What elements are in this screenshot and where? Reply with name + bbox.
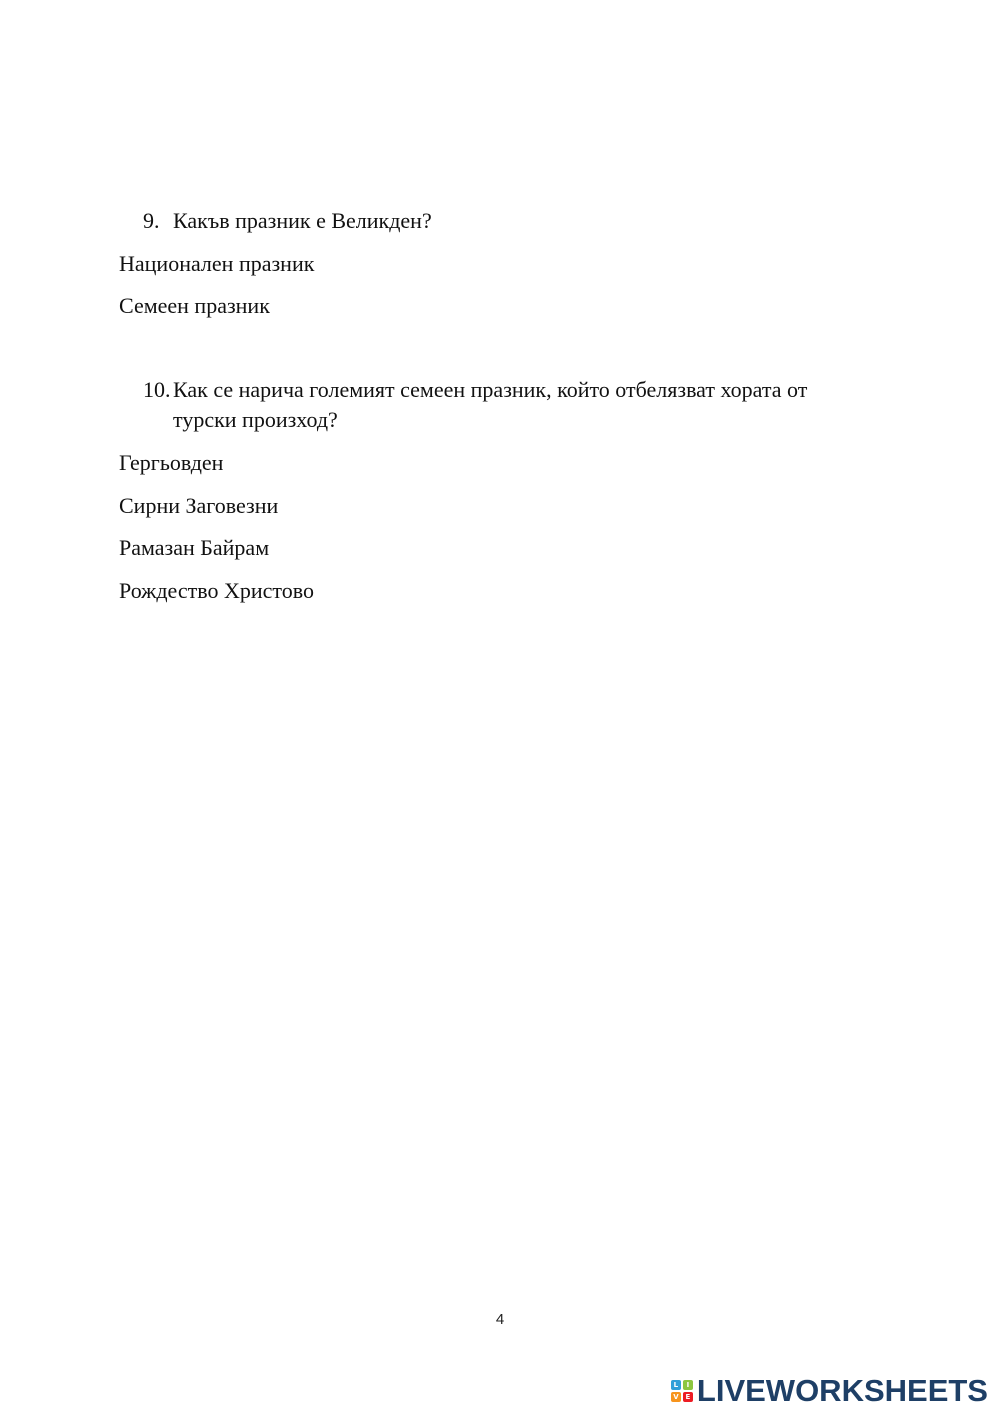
- question-10: [143, 375, 863, 435]
- answer-option[interactable]: Национален празник: [119, 251, 315, 276]
- question-9: [143, 206, 863, 236]
- question-text: Какъв празник е Великден?: [173, 208, 432, 233]
- answer-option[interactable]: Гергьовден: [119, 450, 224, 475]
- answer-option[interactable]: Рамазан Байрам: [119, 535, 270, 560]
- answer-option[interactable]: Рождество Христово: [119, 578, 314, 603]
- liveworksheets-mark-icon: L I V E: [671, 1380, 693, 1402]
- answer-option[interactable]: Семеен празник: [119, 293, 270, 318]
- question-text: Как се нарича големият семеен празник, който отбелязват хората от турски произход?: [173, 377, 808, 432]
- page-number: 4: [495, 1311, 505, 1328]
- question-number: 10.: [143, 377, 171, 402]
- brand-name: LIVEWORKSHEETS: [696, 1373, 988, 1408]
- question-number: 9.: [143, 208, 160, 233]
- answer-option[interactable]: Сирни Заговезни: [119, 493, 279, 518]
- liveworksheets-logo: [671, 1373, 988, 1409]
